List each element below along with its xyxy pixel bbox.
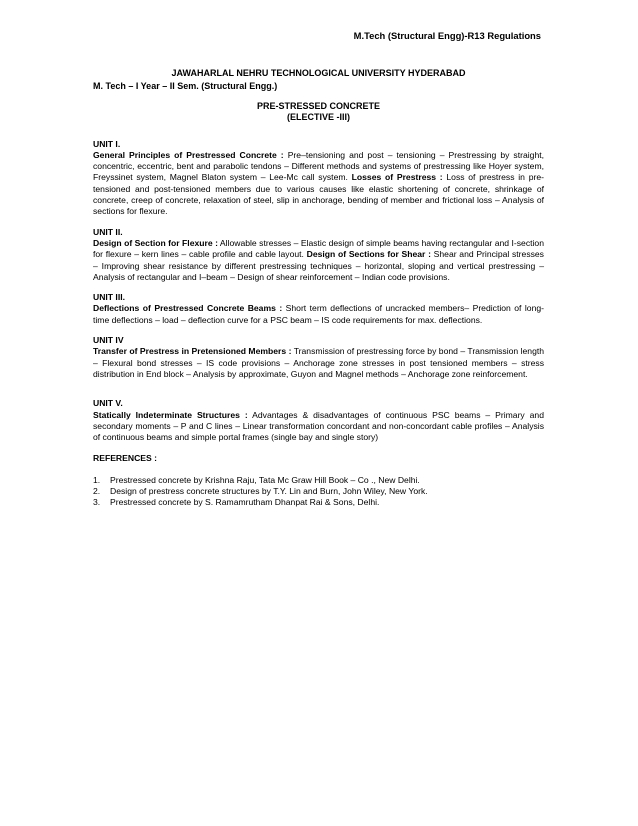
reference-number: 2. (93, 486, 101, 497)
topic-text: Allowable stresses – Elastic design of simple beams having rectangular and I-section for flexure – kern lines – cable profile and cable layout. (93, 237, 544, 260)
unit-paragraph (93, 303, 544, 326)
topic-title: Transfer of Prestress in Pretensioned Members : (93, 346, 292, 357)
topic-text: Advantages & disadvantages of continuous PSC beams – Primary and secondary moments – P and C lines – Linear transformation concordant and non-concordant cable profiles – Analysis of continuous beams and simple portal frames (single bay and single story) (93, 409, 544, 443)
topic-text: Short term deflections of uncracked members– Prediction of long-time deflections – load – deflection curve for a PSC beam – IS code requirements for max. deflections. (93, 303, 544, 325)
reference-number: 3. (93, 497, 101, 508)
syllabus-content (93, 68, 544, 509)
reference-number: 1. (93, 474, 101, 485)
university-name: JAWAHARLAL NEHRU TECHNOLOGICAL UNIVERSITY HYDERABAD (171, 68, 466, 78)
topic-title: General Principles of Prestressed Concrete : (93, 149, 284, 160)
reference-item (93, 497, 544, 508)
reference-item (93, 475, 544, 486)
unit-paragraph (93, 150, 544, 218)
unit-heading: UNIT IV (93, 335, 124, 346)
reference-text: Design of prestress concrete structures by T.Y. Lin and Burn, John Wiley, New York. (110, 486, 428, 497)
elective-label: (ELECTIVE -III) (287, 111, 350, 122)
topic-text: Shear and Principal stresses – Improving shear resistance by different prestressing techniques – horizontal, sloping and vertical prestressing – Analysis of rectangular and I–beam – Design of shear reinforcement – Indian code provisions. (93, 249, 544, 282)
unit-heading: UNIT V. (93, 398, 123, 409)
subject-title: PRE-STRESSED CONCRETE (256, 100, 381, 111)
topic-title: Losses of Prestress : (351, 172, 443, 183)
unit-paragraph (93, 346, 544, 380)
topic-text: Transmission of prestressing force by bond – Transmission length – Flexural bond stresses – IS code provisions – Anchorage zone stresses in post tensioned members – stress distribution in End block – Analysis by approximate, Guyon and Magnel methods – Anchorage zone reinforcement. (93, 346, 545, 379)
topic-title: Design of Section for Flexure : (93, 237, 218, 248)
course-line: M. Tech – I Year – II Sem. (Structural Engg.) (93, 81, 278, 92)
unit-heading: UNIT I. (93, 138, 121, 149)
regulation-header: M.Tech (Structural Engg)-R13 Regulations (353, 30, 541, 41)
reference-text: Prestressed concrete by S. Ramamrutham Dhanpat Rai & Sons, Delhi. (110, 497, 380, 508)
unit-heading: UNIT III. (93, 292, 125, 303)
unit-paragraph (93, 410, 544, 444)
reference-text: Prestressed concrete by Krishna Raju, Tata Mc Graw Hill Book – Co ., New Delhi. (110, 474, 420, 485)
topic-title: Statically Indeterminate Structures : (93, 409, 248, 420)
unit-heading: UNIT II. (93, 226, 123, 237)
unit-paragraph (93, 238, 544, 283)
reference-item (93, 486, 544, 497)
topic-title: Design of Sections for Shear : (306, 249, 431, 260)
topic-text: Pre–tensioning and post – tensioning – Prestressing by straight, concentric, eccentric, bent and parabolic tendons – Different methods and systems of prestressing like Hoyer system, Freyssinet system, Magnel Blaton system – Lee-Mc call system. (93, 149, 544, 183)
references-heading: REFERENCES : (93, 453, 157, 464)
topic-text: Loss of prestress in pre-tensioned and post-tensioned members due to various causes like elastic shortening of concrete, shrinkage of concrete, creep of concrete, relaxation of steel, slip in anchorage, bending of member and frictional loss – Analysis of sections for flexure. (93, 172, 544, 217)
topic-title: Deflections of Prestressed Concrete Beams : (93, 303, 283, 314)
